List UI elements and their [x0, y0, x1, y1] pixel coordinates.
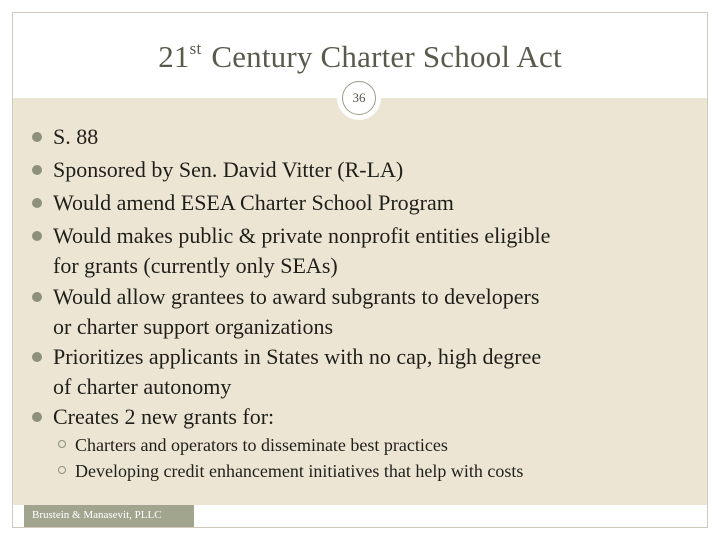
- bullet-text: Would makes public & private nonprofit entities eligible: [53, 223, 551, 248]
- sub-bullet-text: Charters and operators to disseminate best practices: [75, 435, 448, 455]
- sub-bullet-text: Developing credit enhancement initiatives that help with costs: [75, 461, 524, 481]
- footer-text: Brustein & Manasevit, PLLC: [32, 509, 162, 521]
- bullet-text: Sponsored by Sen. David Vitter (R-LA): [53, 157, 404, 182]
- bullet-item: [53, 342, 693, 402]
- sub-bullet-item: [75, 458, 675, 484]
- bullet-text-continued: or charter support organizations: [53, 314, 334, 339]
- bullet-item: [53, 155, 693, 185]
- bullet-dot-icon: [32, 132, 42, 142]
- bullet-item: [53, 221, 693, 281]
- title-superscript: st: [189, 39, 202, 58]
- bullet-dot-icon: [32, 165, 42, 175]
- sub-bullet-item: [75, 432, 675, 458]
- slide-title: [13, 39, 707, 75]
- bullet-text: Prioritizes applicants in States with no cap, high degree: [53, 344, 542, 369]
- slide-content: [13, 97, 707, 505]
- bullet-dot-icon: [32, 352, 42, 362]
- bullet-dot-icon: [32, 198, 42, 208]
- sub-bullet-ring-icon: [58, 440, 66, 448]
- bullet-text: Would amend ESEA Charter School Program: [53, 190, 454, 215]
- bullet-text: Creates 2 new grants for:: [53, 404, 275, 429]
- bullet-dot-icon: [32, 292, 42, 302]
- bullet-item: [53, 282, 693, 342]
- page-number: 36: [342, 81, 376, 115]
- bullet-dot-icon: [32, 412, 42, 422]
- title-text: Century Charter School Act: [203, 39, 562, 74]
- bullet-dot-icon: [32, 231, 42, 241]
- page-number-badge: [339, 78, 379, 118]
- bullet-text: S. 88: [53, 124, 99, 149]
- sub-bullet-ring-icon: [58, 466, 66, 474]
- bullet-item: [53, 188, 693, 218]
- bullet-item: [53, 402, 693, 432]
- bullet-item: [53, 122, 693, 152]
- bullet-text: Would allow grantees to award subgrants to developers: [53, 284, 540, 309]
- title-number: 21: [158, 39, 190, 74]
- bullet-text-continued: of charter autonomy: [53, 374, 232, 399]
- bullet-text-continued: for grants (currently only SEAs): [53, 253, 338, 278]
